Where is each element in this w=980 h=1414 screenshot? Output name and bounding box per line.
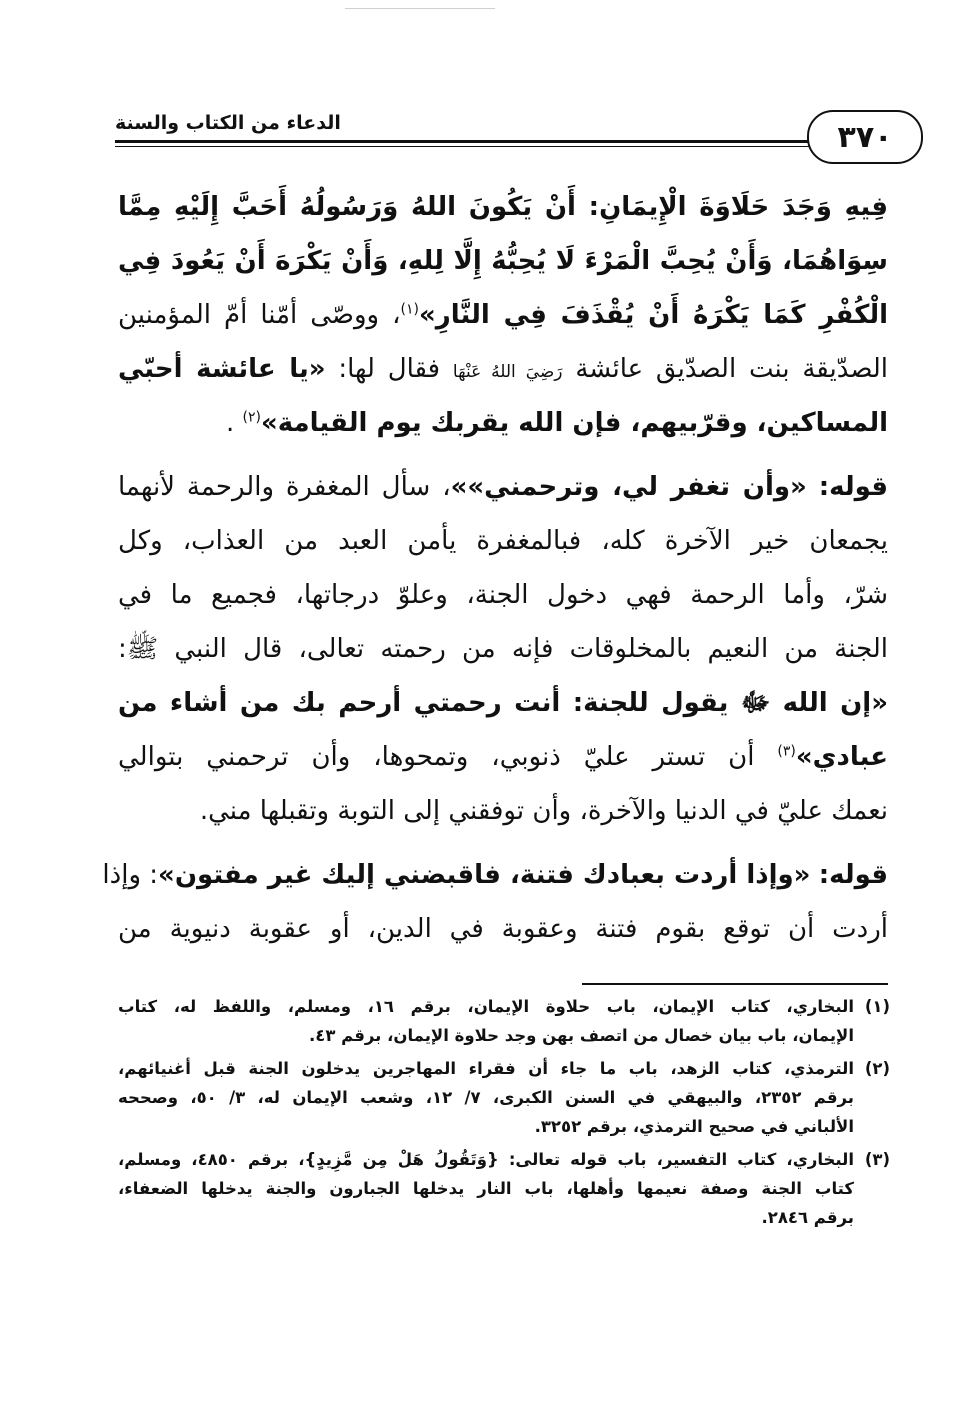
text-line: يجمعان خير الآخرة كله، فبالمغفرة يأمن العبد من العذاب، وكل [118, 526, 888, 556]
hadith-text: فِيهِ وَجَدَ حَلَاوَةَ الْإِيمَانِ: أَنْ يَكُونَ اللهُ وَرَسُولُهُ أَحَبَّ إِلَيْهِ مِمَّا [118, 192, 888, 222]
footnote-body [118, 1145, 854, 1232]
main-text [102, 180, 889, 956]
footnote-2 [118, 1054, 890, 1141]
text-line [118, 730, 888, 784]
footnote-number: (٣) [864, 1150, 890, 1169]
narration-text: فقال لها: [338, 354, 441, 384]
commentary-text: أن تستر عليّ ذنوبي، وتمحوها، وأن ترحمني بتوالي [118, 742, 755, 772]
hadith-quote: عبادي» [795, 742, 888, 772]
text-line: شرّ، وأما الرحمة فهي دخول الجنة، وعلوّ درجاتها، فجميع ما في [118, 580, 888, 610]
text-line [118, 460, 888, 514]
period: . [225, 408, 235, 438]
paragraph-1 [118, 180, 888, 450]
footnotes [118, 992, 890, 1236]
footnote-body [118, 992, 854, 1050]
honorific: رَضِيَ اللهُ عَنْهَا [452, 362, 563, 382]
lead-word: قوله: [818, 860, 888, 890]
footnote-ref-1[interactable]: (١) [400, 301, 419, 318]
scan-edge-mark [345, 8, 495, 9]
footnote-body [118, 1054, 854, 1141]
footnote-line: البخاري، كتاب التفسير، باب قوله تعالى: {وَتَقُولُ هَلْ مِن مَّزِيدٍ}، برقم ٤٨٥٠، ومسلم، [118, 1150, 854, 1169]
page-number: ٣٧٠ [807, 110, 923, 164]
hadith-quote: «وأن تغفر لي، وترحمني»» [450, 472, 807, 502]
footnote-line: البخاري، كتاب الإيمان، باب حلاوة الإيمان، برقم ١٦، ومسلم، واللفظ له، كتاب [118, 997, 854, 1016]
text-line [118, 342, 888, 396]
running-title: الدعاء من الكتاب والسنة [115, 112, 341, 134]
text-line [102, 848, 888, 902]
footnote-line: برقم ٢٣٥٢، والبيهقي في السنن الكبرى، ٧/ ١٢، وشعب الإيمان له، ٣/ ٥٠، وصححه [118, 1088, 854, 1107]
footnote-number: (٢) [864, 1059, 890, 1078]
page-header [115, 110, 920, 170]
narration-text: ، ووصّى أمّنا أمّ المؤمنين [118, 300, 401, 330]
footnote-line: برقم ٢٨٤٦. [761, 1208, 854, 1227]
commentary-text: ، سأل المغفرة والرحمة لأنهما [118, 472, 451, 502]
lead-word: قوله: [818, 472, 888, 502]
footnote-line: الإيمان، باب بيان خصال من اتصف بهن وجد حلاوة الإيمان، برقم ٤٣. [308, 1026, 854, 1045]
narration-text: الصدّيقة بنت الصدّيق عائشة [575, 354, 889, 384]
hadith-text: سِوَاهُمَا، وَأَنْ يُحِبَّ الْمَرْءَ لَا يُحِبُّهُ إِلَّا لِلهِ، وَأَنْ يَكْرَهَ أَنْ يَعُودَ فِي [118, 246, 888, 276]
footnote-3 [118, 1145, 890, 1232]
footnote-line: كتاب الجنة وصفة نعيمها وأهلها، باب النار يدخلها الجبارون والجنة يدخلها الضعفاء، [118, 1179, 854, 1198]
hadith-quote: المساكين، وقرّبيهم، فإن الله يقربك يوم القيامة» [260, 408, 888, 438]
text-line: نعمك عليّ في الدنيا والآخرة، وأن توفقني إلى التوبة وتقبلها مني. [199, 796, 888, 826]
text-line [118, 180, 888, 234]
text-line [118, 622, 888, 676]
text-line [118, 234, 888, 288]
hadith-text: الْكُفْرِ كَمَا يَكْرَهُ أَنْ يُقْذَفَ فِي النَّارِ» [418, 300, 889, 330]
commentary-text: : وإذا [102, 860, 159, 890]
honorific: ﷺ [126, 634, 159, 664]
hadith-quote: «وإذا أردت بعبادك فتنة، فاقبضني إليك غير مفتون» [158, 860, 811, 890]
footnote-1 [118, 992, 890, 1050]
colon: : [118, 634, 127, 664]
footnote-ref-3[interactable]: (٣) [777, 743, 796, 760]
text-line [118, 396, 888, 450]
hadith-quote: «يا عائشة أحبّي [118, 354, 326, 384]
footnote-ref-2[interactable]: (٢) [242, 409, 261, 426]
footnote-separator [582, 983, 888, 985]
footnote-line: الألباني في صحيح الترمذي، برقم ٣٢٥٢. [534, 1117, 854, 1136]
footnote-number: (١) [864, 997, 890, 1016]
footnote-line: الترمذي، كتاب الزهد، باب ما جاء أن فقراء المهاجرين يدخلون الجنة قبل أغنيائهم، [118, 1059, 854, 1078]
header-rule-thick [115, 140, 810, 143]
header-rule-thin [115, 146, 810, 147]
text-line [118, 288, 888, 342]
paragraph-3 [102, 848, 888, 956]
text-line: أردت أن توقع بقوم فتنة وعقوبة في الدين، أو عقوبة دنيوية من [118, 914, 888, 944]
commentary-text: الجنة من النعيم بالمخلوقات فإنه من رحمته تعالى، قال النبي [174, 634, 888, 664]
text-line: «إن الله ﷻ يقول للجنة: أنت رحمتي أرحم بك من أشاء من [118, 688, 888, 718]
paragraph-2 [118, 460, 888, 838]
